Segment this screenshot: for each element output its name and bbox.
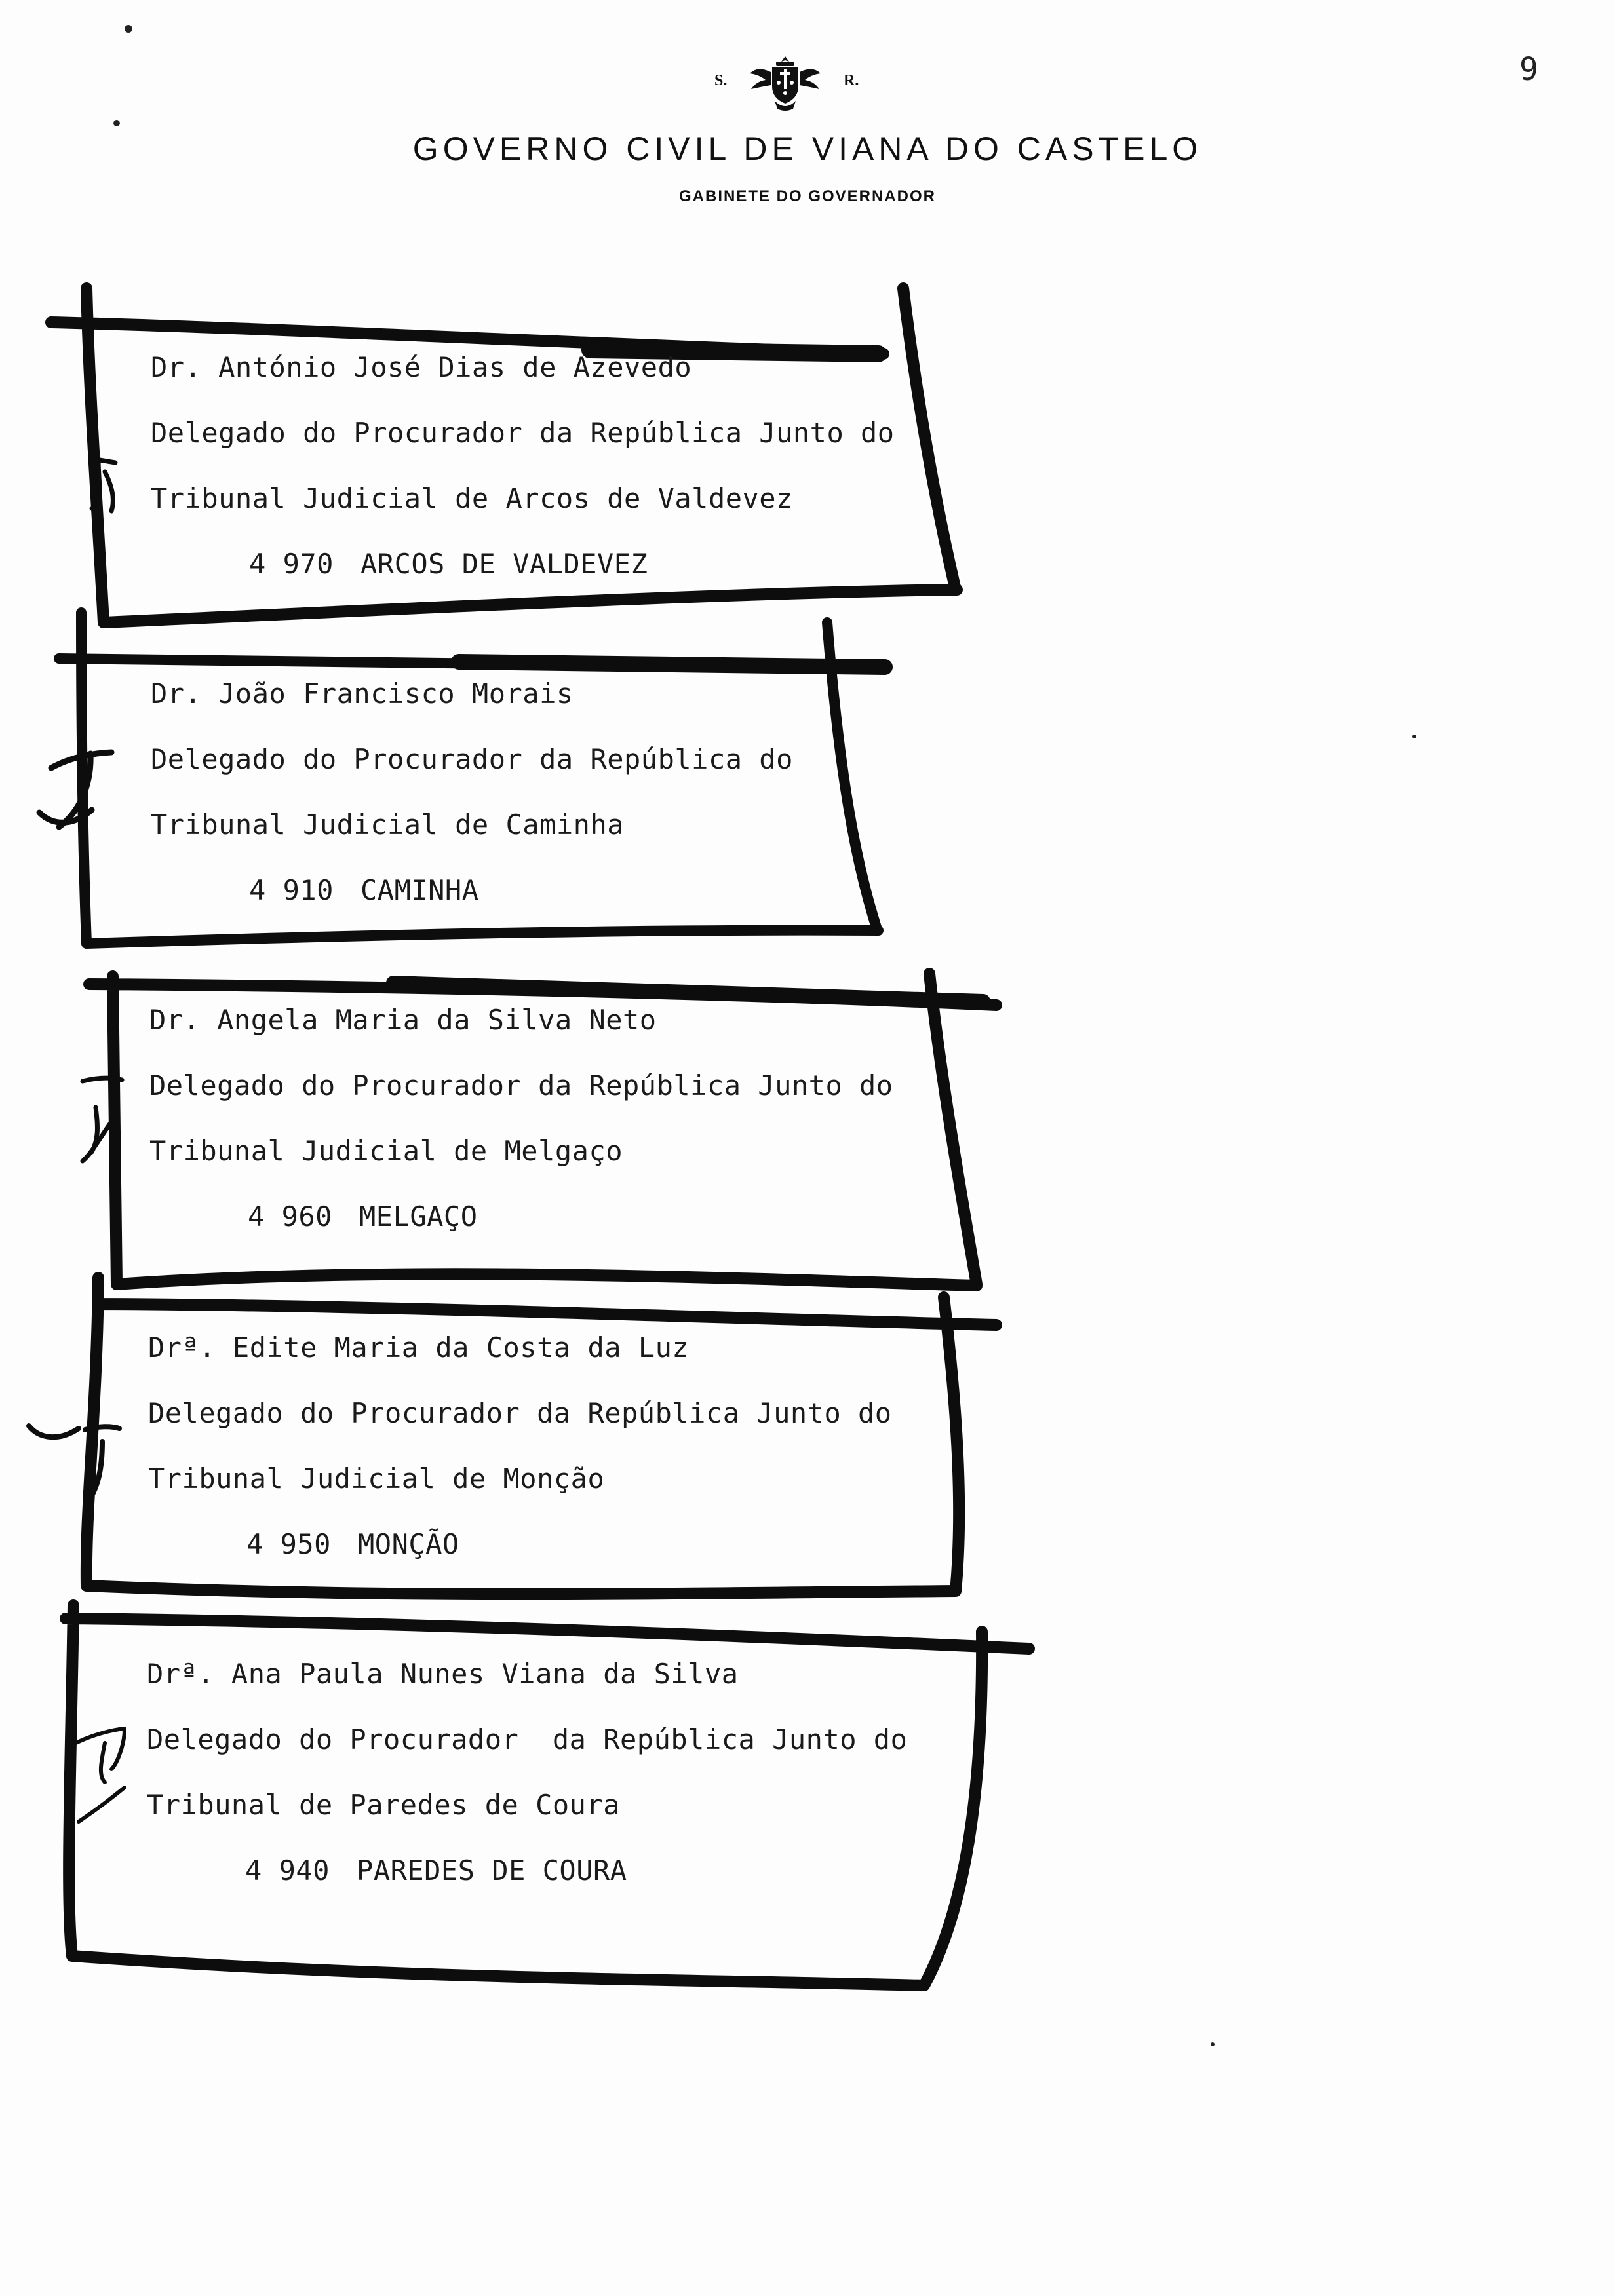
entry-5-role: Delegado do Procurador da República Junto do <box>147 1723 908 1755</box>
entry-1-name: Dr. António José Dias de Azevedo <box>151 351 692 383</box>
entry-4-court: Tribunal Judicial de Monção <box>148 1463 605 1495</box>
entry-4-name: Drª. Edite Maria da Costa da Luz <box>148 1331 690 1364</box>
entry-2-postal-code: 4 910 <box>249 874 334 906</box>
entry-5-town: PAREDES DE COURA <box>357 1854 627 1886</box>
entry-2-role: Delegado do Procurador da República do <box>151 743 793 775</box>
entry-1-town: ARCOS DE VALDEVEZ <box>360 548 648 580</box>
entry-1-postal-code: 4 970 <box>249 548 334 580</box>
emblem-left-letter: S. <box>714 72 728 89</box>
entry-3-postal-code: 4 960 <box>248 1200 332 1233</box>
entry-2-name: Dr. João Francisco Morais <box>151 678 574 710</box>
entry-5-name: Drª. Ana Paula Nunes Viana da Silva <box>147 1658 739 1690</box>
box-3-top-bar <box>393 983 983 1001</box>
entry-3-court: Tribunal Judicial de Melgaço <box>149 1135 623 1167</box>
entry-1-role: Delegado do Procurador da República Junto do <box>151 417 895 449</box>
entry-2-town: CAMINHA <box>360 874 479 906</box>
box-2-top-bar <box>459 662 885 667</box>
page-number: 9 <box>1519 51 1538 88</box>
entry-5-postal-code: 4 940 <box>245 1854 330 1886</box>
entry-4-town: MONÇÃO <box>358 1528 459 1560</box>
entry-3-role: Delegado do Procurador da República Junto do <box>149 1069 893 1101</box>
entry-3-name: Dr. Angela Maria da Silva Neto <box>149 1004 657 1036</box>
header-subtitle: GABINETE DO GOVERNADOR <box>678 187 937 205</box>
initials-mark-5 <box>76 1729 125 1822</box>
entry-3-town: MELGAÇO <box>359 1200 478 1233</box>
entry-4-role: Delegado do Procurador da República Junto do <box>148 1397 892 1429</box>
entry-4-postal-code: 4 950 <box>246 1528 331 1560</box>
emblem-right-letter: R. <box>844 72 859 89</box>
header-title: GOVERNO CIVIL DE VIANA DO CASTELO <box>412 130 1203 167</box>
entry-1-court: Tribunal Judicial de Arcos de Valdevez <box>151 482 793 514</box>
entry-5-court: Tribunal de Paredes de Coura <box>147 1789 621 1821</box>
entry-2-court: Tribunal Judicial de Caminha <box>151 809 625 841</box>
initials-mark-4 <box>29 1426 119 1502</box>
initials-mark-2 <box>39 752 111 827</box>
box-4-outline <box>87 1278 996 1594</box>
